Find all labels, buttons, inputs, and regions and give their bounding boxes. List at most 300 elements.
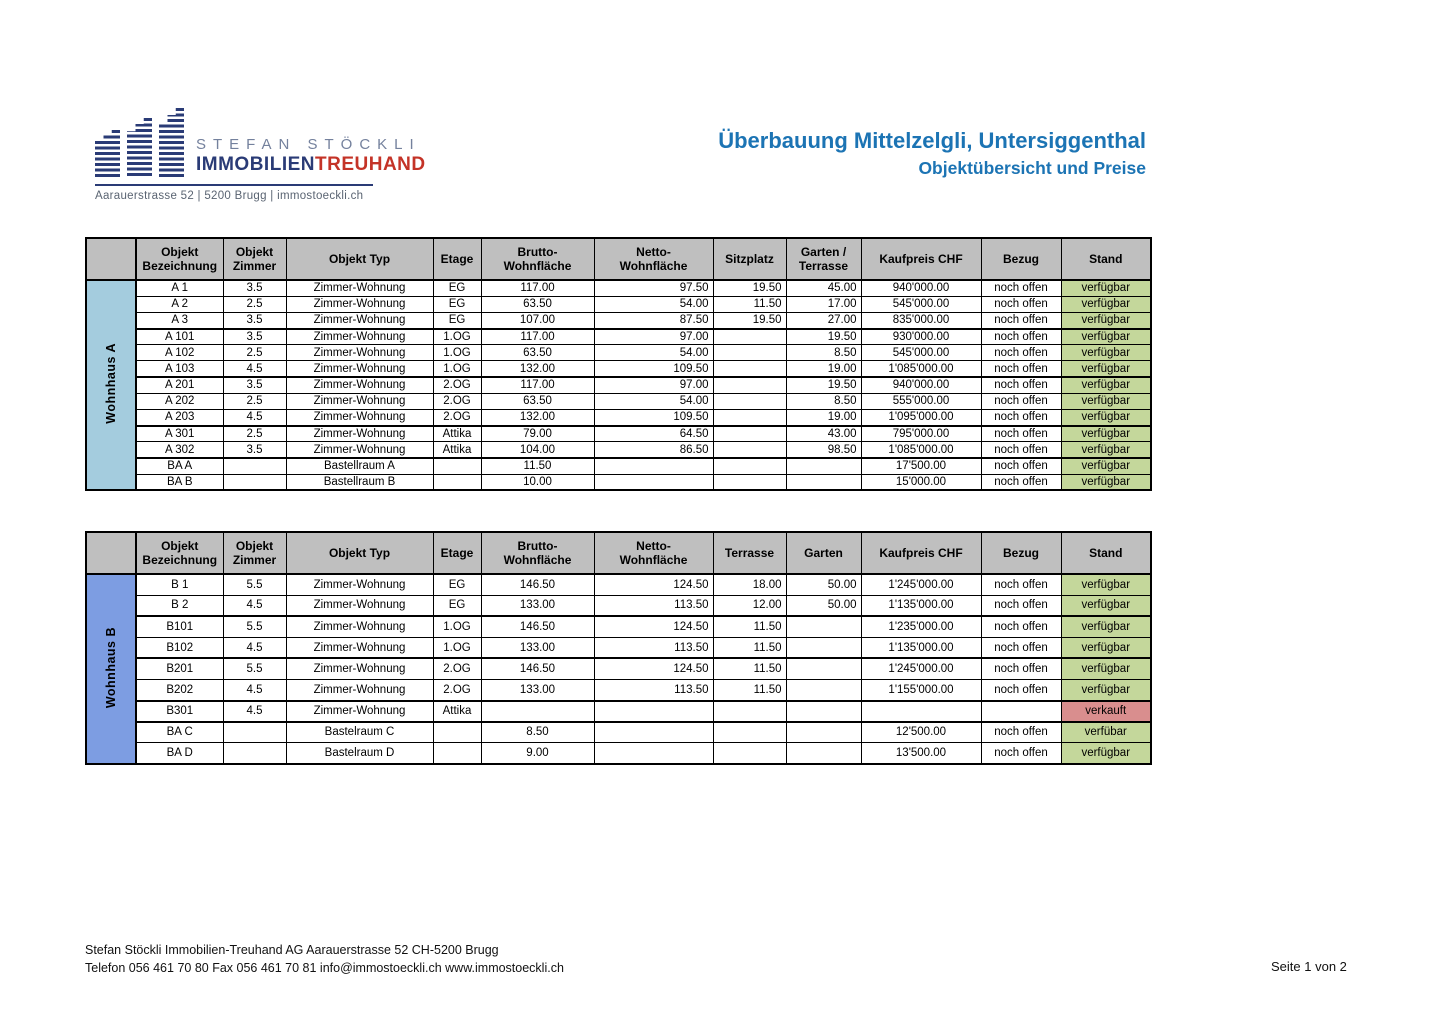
page-title: Überbauung Mittelzelgli, Untersiggenthal: [718, 128, 1146, 153]
cell-objekt-bezeichnung: A 103: [136, 361, 223, 377]
cell-objekt-zimmer: 2.5: [223, 426, 286, 442]
cell-netto-wohnflaeche: 54.00: [594, 345, 713, 361]
cell-etage: 1.OG: [433, 361, 481, 377]
cell-bezug: noch offen: [981, 345, 1061, 361]
cell-objekt-typ: Zimmer-Wohnung: [286, 393, 433, 409]
cell-bezug: [981, 701, 1061, 722]
column-header-objekt-zimmer: Objekt Zimmer: [223, 238, 286, 280]
cell-netto-wohnflaeche: 54.00: [594, 296, 713, 312]
table-header-row: [86, 532, 1151, 574]
cell-brutto-wohnflaeche: 133.00: [481, 637, 594, 658]
table-header-row: [86, 238, 1151, 280]
column-header-netto-wohnflaeche: Netto- Wohnfläche: [594, 532, 713, 574]
cell-netto-wohnflaeche: [594, 701, 713, 722]
cell-garten-terrasse: [786, 458, 861, 474]
table-row: [86, 574, 1151, 595]
cell-netto-wohnflaeche: 124.50: [594, 616, 713, 637]
cell-bezug: noch offen: [981, 377, 1061, 393]
column-header-terrasse: Terrasse: [713, 532, 786, 574]
cell-objekt-typ: Zimmer-Wohnung: [286, 329, 433, 345]
cell-objekt-typ: Bastelraum C: [286, 722, 433, 743]
column-header-bezug: Bezug: [981, 532, 1061, 574]
table-row: [86, 637, 1151, 658]
cell-objekt-zimmer: 3.5: [223, 280, 286, 296]
cell-bezug: noch offen: [981, 679, 1061, 700]
cell-stand: verfügbar: [1061, 658, 1151, 679]
table-row: [86, 393, 1151, 409]
cell-etage: [433, 743, 481, 764]
cell-kaufpreis-chf: 1'085'000.00: [861, 361, 981, 377]
cell-garten: [786, 722, 861, 743]
cell-etage: Attika: [433, 442, 481, 458]
cell-objekt-zimmer: 2.5: [223, 393, 286, 409]
cell-brutto-wohnflaeche: 11.50: [481, 458, 594, 474]
cell-kaufpreis-chf: 1'085'000.00: [861, 442, 981, 458]
cell-bezug: noch offen: [981, 329, 1061, 345]
cell-terrasse: 11.50: [713, 616, 786, 637]
cell-etage: 2.OG: [433, 377, 481, 393]
cell-garten: [786, 616, 861, 637]
table-row: [86, 296, 1151, 312]
cell-kaufpreis-chf: 545'000.00: [861, 296, 981, 312]
cell-garten: [786, 701, 861, 722]
cell-brutto-wohnflaeche: 132.00: [481, 410, 594, 426]
cell-objekt-zimmer: 3.5: [223, 442, 286, 458]
group-label-text: Wohnhaus B: [104, 626, 118, 708]
page-subtitle: Objektübersicht und Preise: [918, 158, 1146, 178]
cell-sitzplatz: [713, 361, 786, 377]
column-header-objekt-zimmer: Objekt Zimmer: [223, 532, 286, 574]
cell-netto-wohnflaeche: [594, 474, 713, 490]
logo-divider: [95, 184, 373, 186]
cell-terrasse: 11.50: [713, 658, 786, 679]
cell-objekt-typ: Zimmer-Wohnung: [286, 679, 433, 700]
cell-objekt-bezeichnung: B 2: [136, 595, 223, 616]
cell-bezug: noch offen: [981, 393, 1061, 409]
cell-objekt-typ: Zimmer-Wohnung: [286, 616, 433, 637]
table-row: [86, 280, 1151, 296]
cell-sitzplatz: 19.50: [713, 280, 786, 296]
cell-garten: [786, 637, 861, 658]
cell-netto-wohnflaeche: 109.50: [594, 361, 713, 377]
cell-sitzplatz: [713, 442, 786, 458]
cell-objekt-typ: Zimmer-Wohnung: [286, 426, 433, 442]
cell-etage: 1.OG: [433, 345, 481, 361]
cell-sitzplatz: [713, 345, 786, 361]
group-label-tableA: [86, 280, 136, 490]
logo-tower-icon: [95, 130, 120, 178]
cell-objekt-bezeichnung: BA B: [136, 474, 223, 490]
cell-objekt-typ: Bastellraum B: [286, 474, 433, 490]
logo-brand-immobilien: IMMOBILIEN: [196, 154, 315, 175]
column-header-garten-terrasse: Garten / Terrasse: [786, 238, 861, 280]
cell-kaufpreis-chf: [861, 701, 981, 722]
cell-objekt-zimmer: 4.5: [223, 410, 286, 426]
cell-brutto-wohnflaeche: 133.00: [481, 595, 594, 616]
cell-garten-terrasse: 19.00: [786, 361, 861, 377]
cell-stand: verfügbar: [1061, 595, 1151, 616]
cell-objekt-bezeichnung: BA D: [136, 743, 223, 764]
cell-objekt-bezeichnung: BA A: [136, 458, 223, 474]
cell-sitzplatz: [713, 377, 786, 393]
cell-sitzplatz: [713, 393, 786, 409]
cell-etage: 2.OG: [433, 658, 481, 679]
column-header-objekt-bezeichnung: Objekt Bezeichnung: [136, 532, 223, 574]
cell-objekt-zimmer: 5.5: [223, 616, 286, 637]
table-row: [86, 595, 1151, 616]
cell-terrasse: 11.50: [713, 637, 786, 658]
cell-brutto-wohnflaeche: 63.50: [481, 345, 594, 361]
cell-stand: verfügbar: [1061, 296, 1151, 312]
cell-objekt-zimmer: 4.5: [223, 701, 286, 722]
cell-etage: 1.OG: [433, 616, 481, 637]
cell-brutto-wohnflaeche: 146.50: [481, 658, 594, 679]
column-header-etage: Etage: [433, 238, 481, 280]
cell-kaufpreis-chf: 545'000.00: [861, 345, 981, 361]
cell-objekt-bezeichnung: A 203: [136, 410, 223, 426]
cell-etage: 2.OG: [433, 679, 481, 700]
cell-objekt-zimmer: [223, 458, 286, 474]
column-header-etage: Etage: [433, 532, 481, 574]
cell-objekt-zimmer: [223, 474, 286, 490]
table-wohnhaus-a: [85, 237, 1152, 491]
price-table: [85, 531, 1152, 765]
cell-stand: verfügbar: [1061, 679, 1151, 700]
column-header-stand: Stand: [1061, 238, 1151, 280]
footer: [85, 941, 564, 977]
cell-netto-wohnflaeche: 124.50: [594, 658, 713, 679]
cell-objekt-typ: Zimmer-Wohnung: [286, 361, 433, 377]
cell-objekt-typ: Zimmer-Wohnung: [286, 574, 433, 595]
table-row: [86, 329, 1151, 345]
table-row: [86, 701, 1151, 722]
cell-stand: verfügbar: [1061, 393, 1151, 409]
cell-garten-terrasse: 19.50: [786, 377, 861, 393]
cell-kaufpreis-chf: 940'000.00: [861, 377, 981, 393]
cell-netto-wohnflaeche: 86.50: [594, 442, 713, 458]
cell-etage: Attika: [433, 426, 481, 442]
cell-objekt-bezeichnung: B 1: [136, 574, 223, 595]
cell-netto-wohnflaeche: [594, 743, 713, 764]
cell-objekt-zimmer: 3.5: [223, 312, 286, 328]
group-label-tableB: [86, 574, 136, 764]
cell-stand: verfügbar: [1061, 361, 1151, 377]
cell-sitzplatz: [713, 426, 786, 442]
company-logo: [95, 106, 426, 202]
cell-objekt-bezeichnung: B301: [136, 701, 223, 722]
cell-etage: EG: [433, 280, 481, 296]
cell-bezug: noch offen: [981, 280, 1061, 296]
cell-brutto-wohnflaeche: 117.00: [481, 377, 594, 393]
cell-stand: verfügbar: [1061, 616, 1151, 637]
cell-garten-terrasse: 8.50: [786, 345, 861, 361]
cell-objekt-zimmer: 2.5: [223, 345, 286, 361]
cell-bezug: noch offen: [981, 637, 1061, 658]
cell-objekt-typ: Zimmer-Wohnung: [286, 312, 433, 328]
cell-objekt-typ: Zimmer-Wohnung: [286, 280, 433, 296]
cell-brutto-wohnflaeche: [481, 701, 594, 722]
cell-objekt-zimmer: 4.5: [223, 679, 286, 700]
table-row: [86, 377, 1151, 393]
table-row: [86, 458, 1151, 474]
column-header-netto-wohnflaeche: Netto- Wohnfläche: [594, 238, 713, 280]
footer-contact-line: Telefon 056 461 70 80 Fax 056 461 70 81 info@immostoeckli.ch www.immostoeckli.ch: [85, 961, 564, 975]
cell-garten-terrasse: 19.50: [786, 329, 861, 345]
cell-garten-terrasse: [786, 474, 861, 490]
cell-objekt-typ: Zimmer-Wohnung: [286, 595, 433, 616]
cell-objekt-bezeichnung: A 202: [136, 393, 223, 409]
cell-garten: [786, 743, 861, 764]
cell-etage: 1.OG: [433, 637, 481, 658]
price-table: [85, 237, 1152, 491]
cell-stand: verfügbar: [1061, 442, 1151, 458]
logo-brand-treuhand: TREUHAND: [315, 154, 426, 175]
cell-kaufpreis-chf: 930'000.00: [861, 329, 981, 345]
cell-etage: 2.OG: [433, 393, 481, 409]
cell-objekt-zimmer: 4.5: [223, 637, 286, 658]
cell-sitzplatz: 19.50: [713, 312, 786, 328]
cell-etage: 1.OG: [433, 329, 481, 345]
cell-garten-terrasse: 45.00: [786, 280, 861, 296]
cell-objekt-zimmer: 5.5: [223, 658, 286, 679]
table-row: [86, 658, 1151, 679]
cell-objekt-bezeichnung: A 2: [136, 296, 223, 312]
cell-objekt-bezeichnung: B101: [136, 616, 223, 637]
table-row: [86, 410, 1151, 426]
cell-objekt-zimmer: 3.5: [223, 329, 286, 345]
cell-stand: verfügbar: [1061, 426, 1151, 442]
cell-objekt-bezeichnung: B102: [136, 637, 223, 658]
cell-kaufpreis-chf: 1'235'000.00: [861, 616, 981, 637]
table-row: [86, 345, 1151, 361]
cell-bezug: noch offen: [981, 474, 1061, 490]
cell-stand: verkauft: [1061, 701, 1151, 722]
column-header-brutto-wohnflaeche: Brutto- Wohnfläche: [481, 238, 594, 280]
cell-objekt-zimmer: 4.5: [223, 595, 286, 616]
cell-objekt-typ: Zimmer-Wohnung: [286, 658, 433, 679]
cell-bezug: noch offen: [981, 722, 1061, 743]
cell-stand: verfügbar: [1061, 329, 1151, 345]
cell-kaufpreis-chf: 1'135'000.00: [861, 637, 981, 658]
cell-objekt-bezeichnung: B202: [136, 679, 223, 700]
cell-objekt-typ: Zimmer-Wohnung: [286, 701, 433, 722]
cell-bezug: noch offen: [981, 595, 1061, 616]
cell-garten: [786, 658, 861, 679]
cell-kaufpreis-chf: 1'095'000.00: [861, 410, 981, 426]
cell-brutto-wohnflaeche: 146.50: [481, 574, 594, 595]
cell-etage: EG: [433, 595, 481, 616]
page-number: Seite 1 von 2: [1271, 959, 1347, 974]
cell-garten: [786, 679, 861, 700]
cell-brutto-wohnflaeche: 146.50: [481, 616, 594, 637]
logo-tower-icon: [127, 118, 152, 178]
cell-garten-terrasse: 43.00: [786, 426, 861, 442]
cell-netto-wohnflaeche: 87.50: [594, 312, 713, 328]
cell-objekt-zimmer: [223, 722, 286, 743]
cell-objekt-typ: Zimmer-Wohnung: [286, 637, 433, 658]
cell-stand: verfügbar: [1061, 345, 1151, 361]
cell-brutto-wohnflaeche: 133.00: [481, 679, 594, 700]
group-label-text: Wohnhaus A: [104, 343, 118, 425]
cell-terrasse: 18.00: [713, 574, 786, 595]
cell-etage: EG: [433, 312, 481, 328]
cell-sitzplatz: [713, 458, 786, 474]
cell-objekt-typ: Zimmer-Wohnung: [286, 345, 433, 361]
cell-objekt-bezeichnung: A 102: [136, 345, 223, 361]
cell-brutto-wohnflaeche: 63.50: [481, 296, 594, 312]
cell-kaufpreis-chf: 12'500.00: [861, 722, 981, 743]
cell-objekt-typ: Zimmer-Wohnung: [286, 296, 433, 312]
cell-netto-wohnflaeche: 124.50: [594, 574, 713, 595]
cell-terrasse: [713, 701, 786, 722]
cell-brutto-wohnflaeche: 107.00: [481, 312, 594, 328]
table-row: [86, 616, 1151, 637]
cell-objekt-bezeichnung: A 201: [136, 377, 223, 393]
column-header-objekt-typ: Objekt Typ: [286, 238, 433, 280]
cell-bezug: noch offen: [981, 442, 1061, 458]
cell-objekt-zimmer: [223, 743, 286, 764]
cell-bezug: noch offen: [981, 296, 1061, 312]
cell-objekt-typ: Zimmer-Wohnung: [286, 442, 433, 458]
column-header-garten: Garten: [786, 532, 861, 574]
table-row: [86, 743, 1151, 764]
cell-terrasse: [713, 722, 786, 743]
cell-stand: verfügbar: [1061, 574, 1151, 595]
cell-terrasse: 11.50: [713, 679, 786, 700]
cell-netto-wohnflaeche: 109.50: [594, 410, 713, 426]
cell-stand: verfügbar: [1061, 743, 1151, 764]
cell-objekt-zimmer: 4.5: [223, 361, 286, 377]
cell-terrasse: 12.00: [713, 595, 786, 616]
table-row: [86, 312, 1151, 328]
cell-netto-wohnflaeche: 97.00: [594, 329, 713, 345]
cell-objekt-zimmer: 2.5: [223, 296, 286, 312]
cell-objekt-typ: Zimmer-Wohnung: [286, 410, 433, 426]
cell-garten-terrasse: 8.50: [786, 393, 861, 409]
cell-brutto-wohnflaeche: 79.00: [481, 426, 594, 442]
column-header-kaufpreis-chf: Kaufpreis CHF: [861, 238, 981, 280]
table-row: [86, 442, 1151, 458]
cell-brutto-wohnflaeche: 63.50: [481, 393, 594, 409]
cell-bezug: noch offen: [981, 658, 1061, 679]
cell-objekt-bezeichnung: A 101: [136, 329, 223, 345]
logo-company-name: STEFAN STÖCKLI: [196, 136, 421, 153]
cell-sitzplatz: [713, 474, 786, 490]
cell-bezug: noch offen: [981, 410, 1061, 426]
cell-objekt-bezeichnung: B201: [136, 658, 223, 679]
cell-etage: 2.OG: [433, 410, 481, 426]
column-header-stand: Stand: [1061, 532, 1151, 574]
cell-stand: verfübar: [1061, 722, 1151, 743]
cell-kaufpreis-chf: 1'155'000.00: [861, 679, 981, 700]
cell-netto-wohnflaeche: 97.50: [594, 280, 713, 296]
cell-kaufpreis-chf: 835'000.00: [861, 312, 981, 328]
corner-cell: [86, 532, 136, 574]
cell-netto-wohnflaeche: 54.00: [594, 393, 713, 409]
cell-stand: verfügbar: [1061, 377, 1151, 393]
cell-objekt-bezeichnung: A 1: [136, 280, 223, 296]
cell-kaufpreis-chf: 13'500.00: [861, 743, 981, 764]
logo-tower-icon: [159, 108, 184, 178]
cell-etage: EG: [433, 574, 481, 595]
cell-brutto-wohnflaeche: 104.00: [481, 442, 594, 458]
cell-etage: Attika: [433, 701, 481, 722]
cell-stand: verfügbar: [1061, 637, 1151, 658]
document-header: [718, 128, 1146, 179]
cell-objekt-zimmer: 3.5: [223, 377, 286, 393]
cell-stand: verfügbar: [1061, 474, 1151, 490]
cell-objekt-typ: Bastelraum D: [286, 743, 433, 764]
cell-kaufpreis-chf: 940'000.00: [861, 280, 981, 296]
cell-netto-wohnflaeche: 64.50: [594, 426, 713, 442]
cell-bezug: noch offen: [981, 574, 1061, 595]
cell-sitzplatz: [713, 410, 786, 426]
cell-bezug: noch offen: [981, 312, 1061, 328]
cell-brutto-wohnflaeche: 8.50: [481, 722, 594, 743]
cell-objekt-typ: Bastellraum A: [286, 458, 433, 474]
cell-sitzplatz: 11.50: [713, 296, 786, 312]
cell-bezug: noch offen: [981, 616, 1061, 637]
cell-brutto-wohnflaeche: 117.00: [481, 280, 594, 296]
cell-kaufpreis-chf: 15'000.00: [861, 474, 981, 490]
cell-brutto-wohnflaeche: 9.00: [481, 743, 594, 764]
cell-bezug: noch offen: [981, 458, 1061, 474]
cell-bezug: noch offen: [981, 743, 1061, 764]
column-header-kaufpreis-chf: Kaufpreis CHF: [861, 532, 981, 574]
column-header-sitzplatz: Sitzplatz: [713, 238, 786, 280]
cell-netto-wohnflaeche: 97.00: [594, 377, 713, 393]
cell-netto-wohnflaeche: 113.50: [594, 679, 713, 700]
table-row: [86, 361, 1151, 377]
cell-kaufpreis-chf: 1'135'000.00: [861, 595, 981, 616]
cell-kaufpreis-chf: 555'000.00: [861, 393, 981, 409]
table-row: [86, 474, 1151, 490]
cell-netto-wohnflaeche: [594, 722, 713, 743]
cell-garten-terrasse: 98.50: [786, 442, 861, 458]
cell-bezug: noch offen: [981, 426, 1061, 442]
cell-objekt-bezeichnung: A 3: [136, 312, 223, 328]
cell-etage: EG: [433, 296, 481, 312]
cell-objekt-zimmer: 5.5: [223, 574, 286, 595]
cell-brutto-wohnflaeche: 117.00: [481, 329, 594, 345]
table-row: [86, 426, 1151, 442]
cell-kaufpreis-chf: 1'245'000.00: [861, 658, 981, 679]
cell-sitzplatz: [713, 329, 786, 345]
table-wohnhaus-b: [85, 531, 1152, 765]
cell-stand: verfügbar: [1061, 280, 1151, 296]
cell-garten-terrasse: 27.00: [786, 312, 861, 328]
cell-stand: verfügbar: [1061, 458, 1151, 474]
cell-bezug: noch offen: [981, 361, 1061, 377]
cell-kaufpreis-chf: 1'245'000.00: [861, 574, 981, 595]
corner-cell: [86, 238, 136, 280]
cell-brutto-wohnflaeche: 132.00: [481, 361, 594, 377]
footer-address-line: Stefan Stöckli Immobilien-Treuhand AG Aarauerstrasse 52 CH-5200 Brugg: [85, 943, 499, 957]
cell-garten: 50.00: [786, 574, 861, 595]
cell-garten-terrasse: 17.00: [786, 296, 861, 312]
cell-etage: [433, 722, 481, 743]
cell-kaufpreis-chf: 795'000.00: [861, 426, 981, 442]
cell-objekt-bezeichnung: BA C: [136, 722, 223, 743]
column-header-objekt-typ: Objekt Typ: [286, 532, 433, 574]
cell-objekt-typ: Zimmer-Wohnung: [286, 377, 433, 393]
cell-garten-terrasse: 19.00: [786, 410, 861, 426]
cell-garten: 50.00: [786, 595, 861, 616]
logo-brand-line: [196, 154, 426, 176]
cell-stand: verfügbar: [1061, 410, 1151, 426]
cell-netto-wohnflaeche: [594, 458, 713, 474]
cell-kaufpreis-chf: 17'500.00: [861, 458, 981, 474]
